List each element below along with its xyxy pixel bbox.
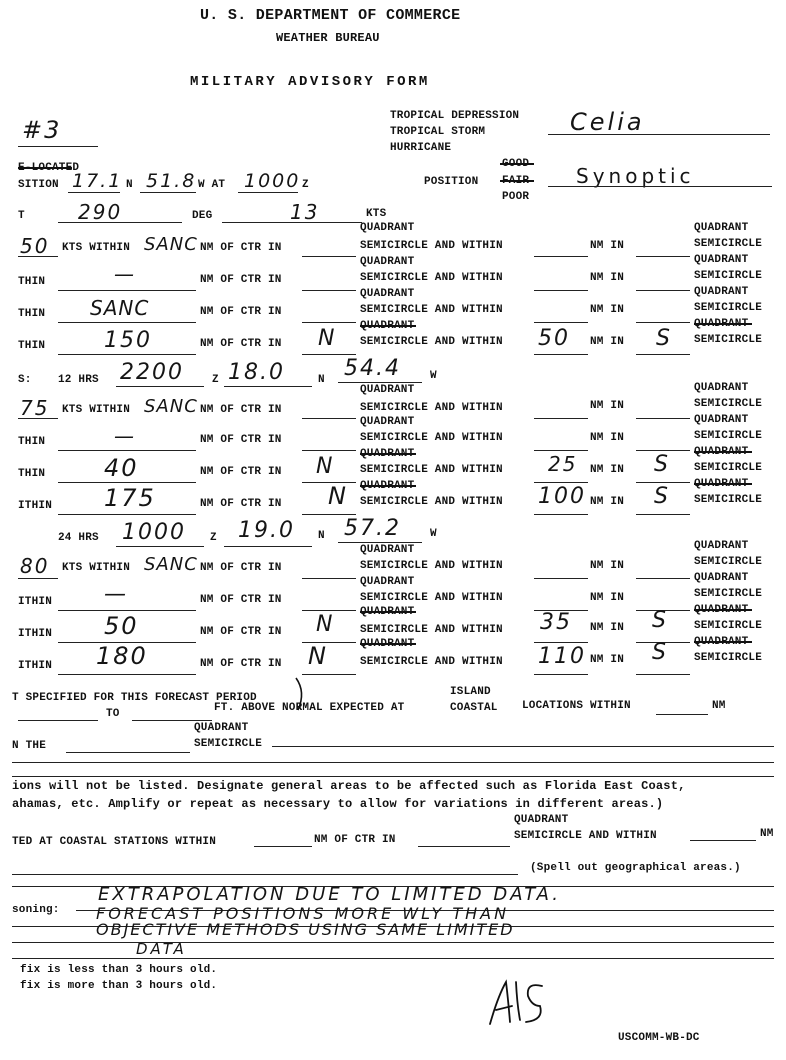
quality-fair: FAIR: [502, 175, 530, 187]
nm-ctr-label: NM OF CTR IN: [200, 404, 282, 416]
quadrant-label-struck: QUADRANT: [360, 320, 415, 332]
semi-within-label: SEMICIRCLE AND WITHIN: [360, 240, 503, 252]
quadrant-label: QUADRANT: [694, 222, 749, 234]
ithin-label: ITHIN: [18, 628, 53, 640]
quadrant-label-struck: QUADRANT: [360, 638, 415, 650]
in-the-label: N THE: [12, 740, 47, 752]
nm-ctr-label: NM OF CTR IN: [200, 434, 282, 446]
form-code: USCOMM-WB-DC: [618, 1032, 700, 1044]
z-label: Z: [302, 179, 309, 191]
reasoning-line-3: OBJECTIVE METHODS USING SAME LIMITED: [96, 920, 515, 939]
nm-ctr-label: NM OF CTR IN: [314, 834, 396, 846]
fcst12-r1-kts: 75: [20, 396, 50, 420]
reasoning-line-4: DATA: [136, 940, 187, 958]
quadrant-label-struck: QUADRANT: [694, 604, 749, 616]
current-r4-nm2: 50: [538, 326, 570, 351]
semi-within-label: SEMICIRCLE AND WITHIN: [360, 272, 503, 284]
notes-line-2: ahamas, etc. Amplify or repeat as necessary to allow for variations in different areas.): [12, 797, 664, 811]
fcst24-lon: 57.2: [344, 516, 401, 541]
semicircle-label: SEMICIRCLE: [694, 334, 763, 346]
z-label: Z: [210, 532, 217, 544]
nm-ctr-label: NM OF CTR IN: [200, 562, 282, 574]
fcst24-r3-dir1: N: [316, 612, 335, 637]
current-r1-kts: 50: [20, 234, 50, 258]
thin-label: THIN: [18, 340, 46, 352]
quadrant-label: QUADRANT: [694, 382, 749, 394]
quadrant-label: QUADRANT: [694, 286, 749, 298]
quadrant-label: QUADRANT: [194, 722, 249, 734]
fcst12-r4-nm2: 100: [538, 484, 586, 509]
reasoning-line-1: EXTRAPOLATION DUE TO LIMITED DATA.: [98, 884, 561, 905]
quadrant-label: QUADRANT: [694, 572, 749, 584]
reasoning-line-2: FORECAST POSITIONS MORE WLY THAN: [96, 904, 510, 923]
current-r4-within: 150: [104, 328, 152, 353]
storm-type-hurricane: HURRICANE: [390, 142, 452, 154]
nm-in-label: NM IN: [590, 622, 625, 634]
fcst12-r4-dir1: N: [328, 482, 348, 510]
movement-dir: 290: [78, 200, 123, 224]
tides-line-1: T SPECIFIED FOR THIS FORECAST PERIOD: [12, 692, 257, 704]
thin-label: THIN: [18, 276, 46, 288]
fcst12-r4-within: 175: [104, 484, 156, 512]
quadrant-label-struck: QUADRANT: [694, 478, 749, 490]
w-label: W: [430, 370, 437, 382]
kts-within-label: KTS WITHIN: [62, 242, 131, 254]
semi-within-label: SEMICIRCLE AND WITHIN: [360, 624, 503, 636]
fcst24-r3-nm2: 35: [540, 610, 572, 635]
semi-within-label: SEMICIRCLE AND WITHIN: [514, 830, 657, 842]
fcst12-hrs: 12 HRS: [58, 374, 99, 386]
island-label: ISLAND: [450, 686, 491, 698]
coastal-stations-label: TED AT COASTAL STATIONS WITHIN: [12, 836, 217, 848]
current-r3-within: SANC: [90, 296, 150, 320]
to-label: TO: [106, 708, 120, 720]
nm-ctr-label: NM OF CTR IN: [200, 338, 282, 350]
n-label: N: [318, 374, 325, 386]
current-r4-dir1: N: [318, 326, 337, 351]
nm-ctr-label: NM OF CTR IN: [200, 274, 282, 286]
n-label: N: [126, 179, 133, 191]
semicircle-label: SEMICIRCLE: [694, 620, 763, 632]
nm-ctr-label: NM OF CTR IN: [200, 594, 282, 606]
nm-in-label: NM IN: [590, 240, 625, 252]
semicircle-label: SEMICIRCLE: [694, 652, 763, 664]
position-quality-label: POSITION: [424, 176, 479, 188]
ithin-label: ITHIN: [18, 596, 53, 608]
form-title: MILITARY ADVISORY FORM: [190, 74, 430, 90]
quadrant-label: QUADRANT: [360, 384, 415, 396]
semi-within-label: SEMICIRCLE AND WITHIN: [360, 496, 503, 508]
fix-note-2: fix is more than 3 hours old.: [20, 980, 218, 992]
notes-line-1: ions will not be listed. Designate general areas to be affected such as Florida East Coast,: [12, 779, 686, 793]
semicircle-label: SEMICIRCLE: [694, 430, 763, 442]
fix-note-1: fix is less than 3 hours old.: [20, 964, 218, 976]
movement-label: T: [18, 210, 25, 222]
nm-in-label: NM IN: [590, 272, 625, 284]
semicircle-label: SEMICIRCLE: [694, 462, 763, 474]
fcst24-r2-within: —: [104, 582, 128, 607]
fcst12-r2-within: —: [114, 424, 136, 448]
quadrant-label: QUADRANT: [360, 288, 415, 300]
spell-out-note: (Spell out geographical areas.): [530, 862, 741, 874]
coastal-label: COASTAL: [450, 702, 498, 714]
quadrant-label-struck: QUADRANT: [360, 606, 415, 618]
quadrant-label: QUADRANT: [360, 416, 415, 428]
storm-name: Celia: [570, 108, 645, 136]
w-at-label: W AT: [198, 179, 226, 191]
quadrant-label: QUADRANT: [694, 254, 749, 266]
fcst24-r1-within: SANC: [144, 554, 198, 575]
nm-ctr-label: NM OF CTR IN: [200, 658, 282, 670]
quality-poor: POOR: [502, 191, 530, 203]
semicircle-label: SEMICIRCLE: [694, 556, 763, 568]
thin-label: THIN: [18, 308, 46, 320]
quadrant-label: QUADRANT: [694, 540, 749, 552]
semicircle-label: SEMICIRCLE: [694, 270, 763, 282]
forecast-label: S:: [18, 374, 32, 386]
ithin-label: ITHIN: [18, 660, 53, 672]
fix-method: Synoptic: [576, 164, 695, 188]
fcst24-hrs: 24 HRS: [58, 532, 99, 544]
semi-within-label: SEMICIRCLE AND WITHIN: [360, 402, 503, 414]
current-r4-dir2: S: [656, 326, 672, 351]
fcst12-r4-dir2: S: [654, 484, 670, 509]
advisory-number: #3: [22, 116, 62, 144]
current-r2-within: —: [114, 262, 136, 286]
kts-label: KTS: [366, 208, 387, 220]
nm-in-label: NM IN: [590, 592, 625, 604]
ithin-label: ITHIN: [18, 500, 53, 512]
fcst24-r4-within: 180: [96, 642, 148, 670]
position-time: 1000: [244, 170, 301, 192]
quadrant-label: QUADRANT: [360, 544, 415, 556]
fcst12-r3-within: 40: [104, 454, 139, 482]
fcst24-lat: 19.0: [238, 518, 295, 543]
thin-label: THIN: [18, 468, 46, 480]
nm-in-label: NM IN: [590, 496, 625, 508]
fcst12-r3-nm2: 25: [548, 452, 578, 476]
deg-label: DEG: [192, 210, 213, 222]
nm-ctr-label: NM OF CTR IN: [200, 466, 282, 478]
fcst24-r4-dir2: S: [652, 640, 668, 665]
fcst24-r3-dir2: S: [652, 608, 668, 633]
quadrant-label: QUADRANT: [360, 222, 415, 234]
locations-within-label: LOCATIONS WITHIN: [522, 700, 631, 712]
kts-within-label: KTS WITHIN: [62, 562, 131, 574]
storm-type-depression: TROPICAL DEPRESSION: [390, 110, 520, 122]
quadrant-label-struck: QUADRANT: [694, 636, 749, 648]
semicircle-label: SEMICIRCLE: [694, 398, 763, 410]
quadrant-label: QUADRANT: [514, 814, 569, 826]
kts-within-label: KTS WITHIN: [62, 404, 131, 416]
nm-ctr-label: NM OF CTR IN: [200, 242, 282, 254]
nm-in-label: NM IN: [590, 304, 625, 316]
quadrant-label-struck: QUADRANT: [694, 318, 749, 330]
semicircle-label: SEMICIRCLE: [694, 238, 763, 250]
quality-good: GOOD: [502, 158, 530, 170]
nm-in-label: NM IN: [590, 654, 625, 666]
position-lon: 51.8: [146, 170, 197, 192]
quadrant-label: QUADRANT: [694, 414, 749, 426]
fcst24-r1-kts: 80: [20, 554, 50, 578]
fcst24-r4-dir1: N: [308, 642, 328, 670]
fcst24-r4-nm2: 110: [538, 644, 586, 669]
semi-within-label: SEMICIRCLE AND WITHIN: [360, 432, 503, 444]
movement-speed: 13: [290, 200, 320, 224]
semi-within-label: SEMICIRCLE AND WITHIN: [360, 464, 503, 476]
semicircle-label: SEMICIRCLE: [694, 494, 763, 506]
semi-within-label: SEMICIRCLE AND WITHIN: [360, 656, 503, 668]
semi-within-label: SEMICIRCLE AND WITHIN: [360, 560, 503, 572]
storm-type-storm: TROPICAL STORM: [390, 126, 486, 138]
quadrant-label-struck: QUADRANT: [360, 448, 415, 460]
w-label: W: [430, 528, 437, 540]
fcst12-time: 2200: [120, 360, 184, 385]
quadrant-label-struck: QUADRANT: [694, 446, 749, 458]
nm-label: NM: [712, 700, 726, 712]
reasoning-label: soning:: [12, 904, 60, 916]
nm-in-label: NM IN: [590, 336, 625, 348]
nm-ctr-label: NM OF CTR IN: [200, 626, 282, 638]
quadrant-label-struck: QUADRANT: [360, 480, 415, 492]
fcst12-r1-within: SANC: [144, 396, 198, 417]
position-lat: 17.1: [72, 170, 123, 192]
semicircle-label: SEMICIRCLE: [694, 302, 763, 314]
semi-within-label: SEMICIRCLE AND WITHIN: [360, 336, 503, 348]
n-label: N: [318, 530, 325, 542]
position-label: SITION: [18, 179, 59, 191]
nm-ctr-label: NM OF CTR IN: [200, 306, 282, 318]
fcst12-r3-dir2: S: [654, 452, 670, 477]
fcst24-r3-within: 50: [104, 612, 139, 640]
nm-in-label: NM IN: [590, 560, 625, 572]
fcst24-time: 1000: [122, 520, 186, 545]
semicircle-label: SEMICIRCLE: [694, 588, 763, 600]
z-label: Z: [212, 374, 219, 386]
signature-initials: [486, 976, 550, 1030]
quadrant-label: QUADRANT: [360, 256, 415, 268]
nm-in-label: NM IN: [590, 400, 625, 412]
nm-ctr-label: NM OF CTR IN: [200, 498, 282, 510]
current-r1-within: SANC: [144, 234, 198, 255]
semi-within-label: SEMICIRCLE AND WITHIN: [360, 304, 503, 316]
bureau-title: WEATHER BUREAU: [276, 31, 380, 45]
fcst12-lat: 18.0: [228, 360, 285, 385]
nm-label: NM: [760, 828, 774, 840]
nm-in-label: NM IN: [590, 432, 625, 444]
fcst12-lon: 54.4: [344, 356, 401, 381]
thin-label: THIN: [18, 436, 46, 448]
quadrant-label: QUADRANT: [360, 576, 415, 588]
fcst12-r3-dir1: N: [316, 454, 335, 479]
dept-title: U. S. DEPARTMENT OF COMMERCE: [200, 7, 461, 24]
ft-label: FT. ABOVE NORMAL EXPECTED AT: [214, 702, 405, 714]
nm-in-label: NM IN: [590, 464, 625, 476]
relocated-label: E-LOCATED: [18, 162, 80, 174]
semicircle-label: SEMICIRCLE: [194, 738, 263, 750]
semi-within-label: SEMICIRCLE AND WITHIN: [360, 592, 503, 604]
